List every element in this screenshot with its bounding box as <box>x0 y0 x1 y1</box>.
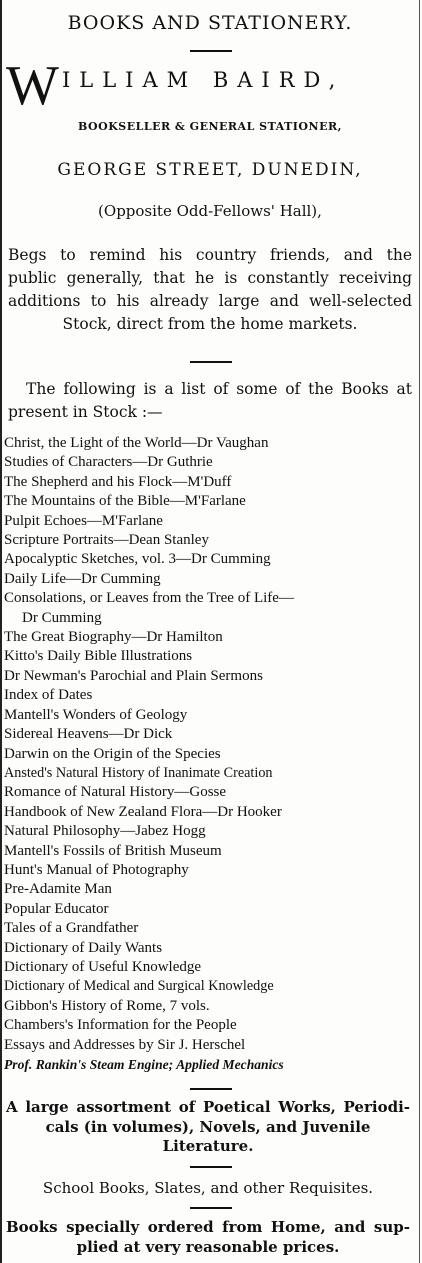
book-entry: Chambers's Information for the People <box>4 1017 237 1034</box>
book-entry: Tales of a Grandfather <box>4 920 139 937</box>
divider-rule <box>190 1088 232 1090</box>
proprietor-name <box>6 55 410 117</box>
book-entry: Essays and Addresses by Sir J. Herschel <box>4 1036 246 1053</box>
book-entry: The Mountains of the Bible—M'Farlane <box>4 493 246 510</box>
intro-paragraph <box>8 244 412 336</box>
book-entry: Pulpit Echoes—M'Farlane <box>4 512 163 529</box>
book-entry: Popular Educator <box>4 900 109 917</box>
closing-paragraph <box>6 1098 410 1157</box>
final-paragraph <box>6 1218 410 1257</box>
intro-line: Begs to remind his country friends, and the <box>8 246 412 264</box>
book-entry: The Great Biography—Dr Hamilton <box>4 629 223 646</box>
book-entry: Mantell's Fossils of British Museum <box>4 842 222 859</box>
list-intro-line: The following is a list of some of the Books at <box>26 380 412 398</box>
book-entry: Dictionary of Daily Wants <box>4 939 163 956</box>
book-entry: Dictionary of Medical and Surgical Knowledge <box>4 978 274 995</box>
book-entry: Ansted's Natural History of Inanimate Creation <box>4 764 273 781</box>
intro-line: additions to his already large and well-selected <box>8 292 412 310</box>
book-entry: Sidereal Heavens—Dr Dick <box>4 726 173 743</box>
book-entry: Christ, the Light of the World—Dr Vaughan <box>4 435 269 451</box>
divider-rule <box>190 361 232 363</box>
closing-line: cals (in volumes), Novels, and Juvenile <box>45 1117 371 1136</box>
advert-heading: BOOKS AND STATIONERY. <box>67 12 353 34</box>
name-rest: ILLIAM BAIRD, <box>62 68 345 92</box>
closing-line: A large assortment of Poetical Works, Periodi- <box>6 1098 410 1116</box>
closing-line: Literature. <box>162 1137 254 1155</box>
book-entry: Kitto's Daily Bible Illustrations <box>4 648 193 665</box>
divider-rule <box>190 1166 232 1168</box>
book-entry: Consolations, or Leaves from the Tree of Life— <box>4 590 294 607</box>
book-entry: Dr Newman's Parochial and Plain Sermons <box>4 667 263 684</box>
intro-line: public generally, that he is constantly receiving <box>8 269 412 287</box>
book-entry: Dictionary of Useful Knowledge <box>4 958 202 975</box>
name-initial: W <box>6 55 59 117</box>
list-intro-paragraph <box>8 378 412 424</box>
final-line: Books specially ordered from Home, and sup- <box>6 1218 410 1236</box>
street-address: GEORGE STREET, DUNEDIN, <box>57 160 363 180</box>
divider-rule <box>190 1207 232 1209</box>
book-entry: Gibbon's History of Rome, 7 vols. <box>4 997 210 1014</box>
book-entry: Hunt's Manual of Photography <box>4 861 189 878</box>
left-border <box>0 0 2 1263</box>
book-entry: Scripture Portraits—Dean Stanley <box>4 532 209 549</box>
final-line: plied at very reasonable prices. <box>76 1237 340 1256</box>
school-requisites-line: School Books, Slates, and other Requisites. <box>42 1179 374 1197</box>
intro-line: Stock, direct from the home markets. <box>62 315 358 333</box>
book-entry: Pre-Adamite Man <box>4 881 112 898</box>
book-entry: Studies of Characters—Dr Guthrie <box>4 454 213 471</box>
book-entry: Natural Philosophy—Jabez Hogg <box>4 823 206 840</box>
book-entry: Handbook of New Zealand Flora—Dr Hooker <box>4 803 282 820</box>
book-entry: Romance of Natural History—Gosse <box>4 784 227 801</box>
book-list <box>4 434 418 1074</box>
book-entry: Prof. Rankin's Steam Engine; Applied Mechanics <box>4 1057 284 1072</box>
business-subtitle: BOOKSELLER & GENERAL STATIONER, <box>78 120 342 133</box>
location-note: (Opposite Odd-Fellows' Hall), <box>98 202 322 220</box>
list-intro-line: present in Stock :— <box>8 403 163 421</box>
book-entry: Daily Life—Dr Cumming <box>4 570 161 587</box>
book-entry: The Shepherd and his Flock—M'Duff <box>4 473 232 490</box>
book-entry: Mantell's Wonders of Geology <box>4 706 188 723</box>
divider-rule <box>190 50 232 52</box>
book-entry-continuation: Dr Cumming <box>22 609 102 626</box>
book-entry: Index of Dates <box>4 687 93 704</box>
book-entry: Apocalyptic Sketches, vol. 3—Dr Cumming <box>4 551 271 568</box>
book-entry: Darwin on the Origin of the Species <box>4 745 221 762</box>
right-border <box>419 0 420 1263</box>
